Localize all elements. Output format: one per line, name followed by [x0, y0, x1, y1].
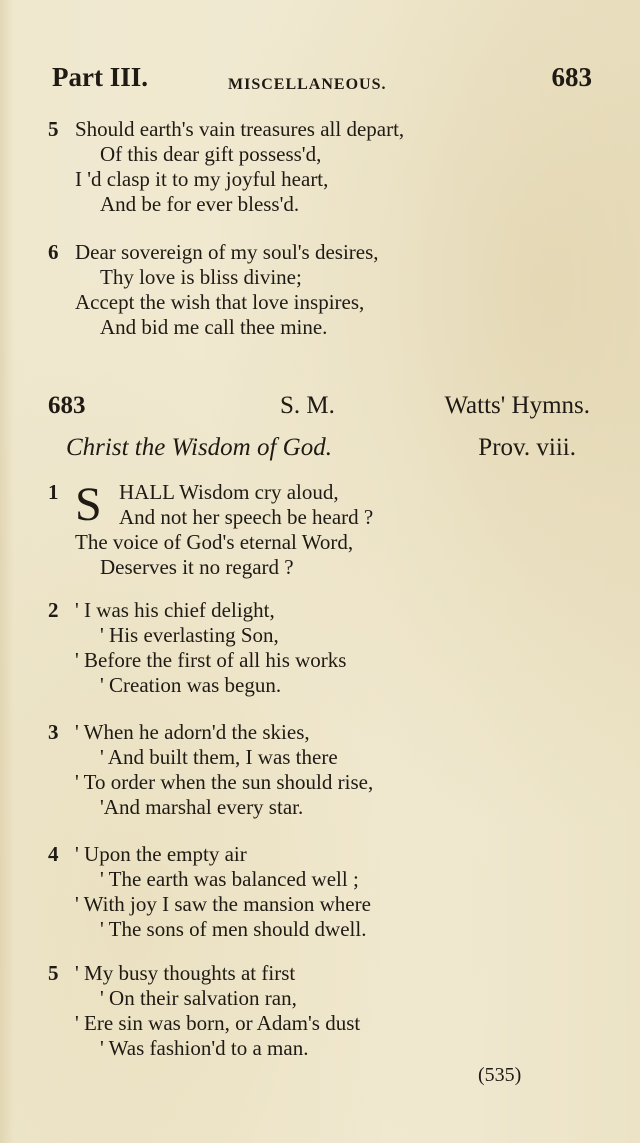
- stanza-line: [48, 192, 608, 217]
- stanza-line: [48, 917, 608, 942]
- line-text: ' I was his chief delight,: [75, 598, 275, 622]
- line-text: ' His everlasting Son,: [100, 623, 279, 647]
- hymn-stanza-1: [48, 480, 608, 580]
- hymn-subtitle: [66, 434, 576, 466]
- line-text: I 'd clasp it to my joyful heart,: [75, 167, 329, 191]
- line-text: ' The earth was balanced well ;: [100, 867, 359, 891]
- stanza-line: [48, 1036, 608, 1061]
- stanza-number: 2: [48, 598, 59, 622]
- stanza-line: [48, 770, 608, 795]
- drop-cap: S: [75, 478, 102, 531]
- hymn-stanza-5: [48, 961, 608, 1061]
- stanza-line: [48, 167, 608, 192]
- stanza-line: [48, 265, 608, 290]
- stanza-line: [48, 505, 608, 530]
- line-text: ' With joy I saw the mansion where: [75, 892, 371, 916]
- line-text: And bid me call thee mine.: [100, 315, 328, 339]
- stanza-line: [48, 290, 608, 315]
- line-text: ' To order when the sun should rise,: [75, 770, 374, 794]
- stanza-line: [48, 892, 608, 917]
- stanza-number: 5: [48, 961, 59, 985]
- hymn-source: Watts' Hymns.: [444, 392, 590, 419]
- line-text: ' And built them, I was there: [100, 745, 338, 769]
- line-text: The voice of God's eternal Word,: [75, 530, 354, 554]
- line-text: ' The sons of men should dwell.: [100, 917, 367, 941]
- stanza-line: [48, 240, 608, 265]
- line-text: ' My busy thoughts at first: [75, 961, 296, 985]
- stanza-line: [48, 961, 608, 986]
- hymn-number: 683: [48, 392, 86, 419]
- stanza-line: [48, 745, 608, 770]
- line-text: Of this dear gift possess'd,: [100, 142, 322, 166]
- stanza-line: [48, 986, 608, 1011]
- line-text: Dear sovereign of my soul's desires,: [75, 240, 379, 264]
- line-text: And not her speech be heard ?: [119, 505, 374, 529]
- stanza-line: [48, 673, 608, 698]
- stanza-line: [48, 555, 608, 580]
- running-header: [52, 62, 592, 98]
- stanza-line: [48, 530, 608, 555]
- hymn-stanza-3: [48, 720, 608, 820]
- section-label: MISCELLANEOUS.: [228, 76, 387, 93]
- line-text: Thy love is bliss divine;: [100, 265, 302, 289]
- prev-stanza-6: [48, 240, 608, 340]
- hymn-heading: [48, 392, 590, 424]
- hymn-title: Christ the Wisdom of God.: [66, 434, 332, 461]
- stanza-line: [48, 117, 608, 142]
- line-text: ' When he adorn'd the skies,: [75, 720, 310, 744]
- stanza-line: [48, 315, 608, 340]
- signature-mark: (535): [478, 1064, 522, 1086]
- stanza-number: 4: [48, 842, 59, 866]
- line-text: ' Upon the empty air: [75, 842, 247, 866]
- line-text: 'And marshal every star.: [100, 795, 304, 819]
- stanza-number: 5: [48, 117, 59, 141]
- hymn-stanza-2: [48, 598, 608, 698]
- line-text: ' On their salvation ran,: [100, 986, 297, 1010]
- stanza-line: [48, 720, 608, 745]
- stanza-line: [48, 648, 608, 673]
- line-text: And be for ever bless'd.: [100, 192, 300, 216]
- line-text: ' Was fashion'd to a man.: [100, 1036, 309, 1060]
- page-number: 683: [551, 62, 592, 92]
- stanza-line: [48, 142, 608, 167]
- stanza-line: [48, 598, 608, 623]
- stanza-line: [48, 623, 608, 648]
- stanza-line: [48, 1011, 608, 1036]
- stanza-line: [48, 795, 608, 820]
- line-text: ' Ere sin was born, or Adam's dust: [75, 1011, 361, 1035]
- scripture-reference: Prov. viii.: [478, 434, 576, 461]
- prev-stanza-5: [48, 117, 608, 217]
- line-text: Accept the wish that love inspires,: [75, 290, 365, 314]
- stanza-number: 3: [48, 720, 59, 744]
- line-text: Should earth's vain treasures all depart,: [75, 117, 405, 141]
- hymn-meter: S. M.: [280, 392, 335, 419]
- stanza-number: 1: [48, 480, 59, 504]
- line-text: ' Before the first of all his works: [75, 648, 347, 672]
- stanza-line: [48, 867, 608, 892]
- stanza-line: [48, 842, 608, 867]
- line-text: ' Creation was begun.: [100, 673, 282, 697]
- hymn-stanza-4: [48, 842, 608, 942]
- line-text: HALL Wisdom cry aloud,: [119, 480, 339, 504]
- stanza-number: 6: [48, 240, 59, 264]
- part-label: Part III.: [52, 62, 148, 92]
- line-text: Deserves it no regard ?: [100, 555, 294, 579]
